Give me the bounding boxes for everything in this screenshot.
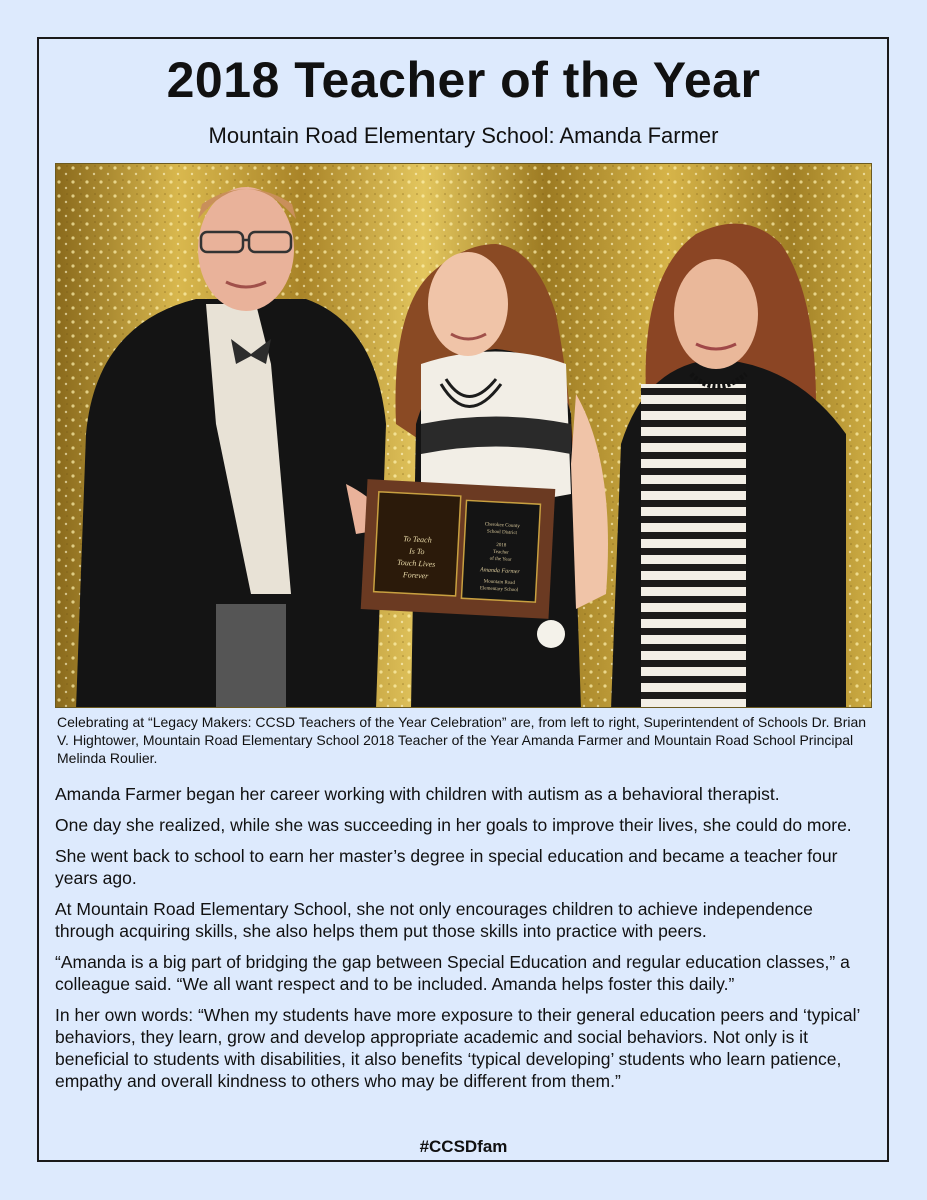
svg-text:of the Year: of the Year: [489, 556, 512, 563]
photo-caption: Celebrating at “Legacy Makers: CCSD Teachers of the Year Celebration” are, from left to right, Superintendent of Schools Dr. Brian V. Hightower, Mountain Road Elementary School 2018 Teacher of the Year Amanda Farmer and Mountain Road School Principal Melinda Roulier.: [57, 714, 867, 766]
page-subtitle: Mountain Road Elementary School: Amanda Farmer: [208, 123, 719, 148]
paragraph: One day she realized, while she was succeeding in her goals to improve their lives, she could do more.: [55, 815, 852, 835]
paragraph: She went back to school to earn her master’s degree in special education and became a teacher four years ago.: [55, 846, 838, 888]
svg-text:2018: 2018: [496, 542, 507, 549]
paragraph: At Mountain Road Elementary School, she not only encourages children to achieve independence through acquiring skills, she also helps them put those skills into practice with peers.: [55, 899, 813, 941]
paragraph: In her own words: “When my students have more exposure to their general education peers and ‘typical’ behaviors, they learn, grow and develop appropriate academic and social behaviors. Not only is it beneficial to students with disabilities, it also benefits ‘typical developing’ students who learn patience, empathy and overall kindness to others who may be different from them.”: [55, 1005, 860, 1091]
award-photo: [55, 163, 872, 708]
svg-text:Amanda Farmer: Amanda Farmer: [479, 567, 520, 576]
article-body: [55, 783, 873, 1101]
hashtag: #CCSDfam: [419, 1137, 508, 1156]
svg-text:Teacher: Teacher: [492, 549, 509, 556]
svg-text:Elementary School: Elementary School: [479, 586, 519, 594]
page-title: 2018 Teacher of the Year: [166, 52, 761, 108]
paragraph: “Amanda is a big part of bridging the gap between Special Education and regular education classes,” a colleague said. “We all want respect and to be included. Amanda helps foster this daily.”: [55, 952, 850, 994]
svg-text:Cherokee County: Cherokee County: [484, 522, 520, 530]
svg-text:Is To: Is To: [408, 546, 425, 557]
svg-text:Forever: Forever: [402, 570, 429, 581]
svg-text:Touch Lives: Touch Lives: [396, 557, 436, 569]
paragraph: Amanda Farmer began her career working with children with autism as a behavioral therapist.: [55, 784, 780, 804]
award-plaque: [361, 479, 556, 619]
svg-text:Mountain Road: Mountain Road: [483, 579, 516, 587]
svg-text:School District: School District: [486, 529, 518, 537]
svg-text:To Teach: To Teach: [402, 534, 432, 545]
